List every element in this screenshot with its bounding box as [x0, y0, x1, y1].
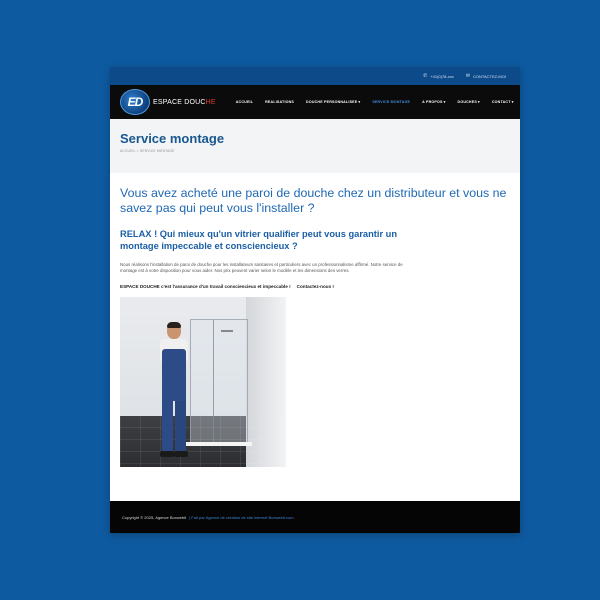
page-title: Service montage: [120, 131, 225, 146]
nav-item-label: DOUCHES: [457, 100, 477, 104]
cta-line: [120, 284, 520, 289]
contact-link[interactable]: [466, 73, 506, 79]
phone-link[interactable]: [423, 73, 454, 79]
contact-text: CONTACTEZ-MOI: [472, 73, 506, 79]
nav-item-label: REALISATIONS: [265, 100, 295, 104]
phone-text: +41(0)78-xxx: [430, 73, 454, 79]
nav-item-realisations[interactable]: [265, 100, 294, 104]
logo-wordmark: [153, 99, 216, 106]
logo-text-accent: HE: [205, 98, 216, 106]
logo-monogram: ED: [127, 95, 143, 109]
logo-badge: [120, 89, 150, 115]
cta-text: ESPACE DOUCHE c'est l'assurance d'un travail consciencieux et impeccable !: [120, 284, 291, 289]
nav-item-label: CONTACT: [491, 100, 511, 104]
breadcrumb[interactable]: ACCUEIL > SERVICE MONTAGE: [120, 149, 175, 153]
intro-paragraph: Nous réalisons l'installation de paroi de douche pour les installateurs sanitaires et particuliers avec un professionnalisme affirmé. Notre service de montage est à votre disposition pour vous aider. Nos prix peuvent varier selon le modèle et les dimensions des verres.: [120, 262, 403, 273]
agency-link[interactable]: | Fait par Agence de création de site internet Boxwebit.com: [189, 514, 294, 520]
browser-page: [110, 67, 520, 533]
nav-menu: [236, 100, 514, 104]
chevron-down-icon: ▾: [477, 100, 480, 104]
chevron-down-icon: ▾: [443, 100, 446, 104]
top-contact-bar: [110, 67, 520, 85]
nav-item-contact[interactable]: [492, 100, 514, 104]
phone-icon: ✆: [423, 73, 428, 79]
chevron-down-icon: ▾: [511, 100, 514, 104]
nav-item-service-montage[interactable]: [372, 100, 410, 104]
subheading: RELAX ! Qui mieux qu'un vitrier qualifier peut vous garantir un montage impeccable et consciencieux ?: [120, 229, 398, 251]
worker-figure: [154, 323, 194, 463]
shower-enclosure-image: [190, 319, 248, 444]
nav-item-label: DOUCHE PERSONNALISEE: [306, 100, 358, 104]
lead-text: Vous avez acheté une paroi de douche chez un distributeur et vous ne savez pas qui peut vous l'installer ?: [120, 186, 507, 215]
page-header: [110, 119, 520, 173]
nav-item-a-propos[interactable]: [422, 100, 445, 104]
nav-item-label: ACCUEIL: [235, 100, 254, 104]
nav-item-accueil[interactable]: [236, 100, 253, 104]
contact-us-link[interactable]: Contactez-nous !: [296, 284, 334, 289]
copyright-text: Copyright © 2025, Agence Boxwebit: [122, 514, 187, 520]
main-navbar: [110, 85, 520, 119]
nav-item-douches[interactable]: [458, 100, 480, 104]
chevron-down-icon: ▾: [358, 100, 361, 104]
site-logo[interactable]: [120, 89, 216, 115]
main-content: [110, 173, 520, 467]
nav-item-label: SERVICE MONTAGE: [372, 100, 411, 104]
installer-photo: [120, 297, 286, 467]
nav-item-label: A PROPOS: [422, 100, 443, 104]
mail-icon: ✉: [465, 73, 470, 79]
nav-item-douche-personnalisee[interactable]: [306, 100, 360, 104]
logo-text-main: ESPACE DOUC: [153, 98, 206, 106]
site-footer: [110, 501, 520, 533]
